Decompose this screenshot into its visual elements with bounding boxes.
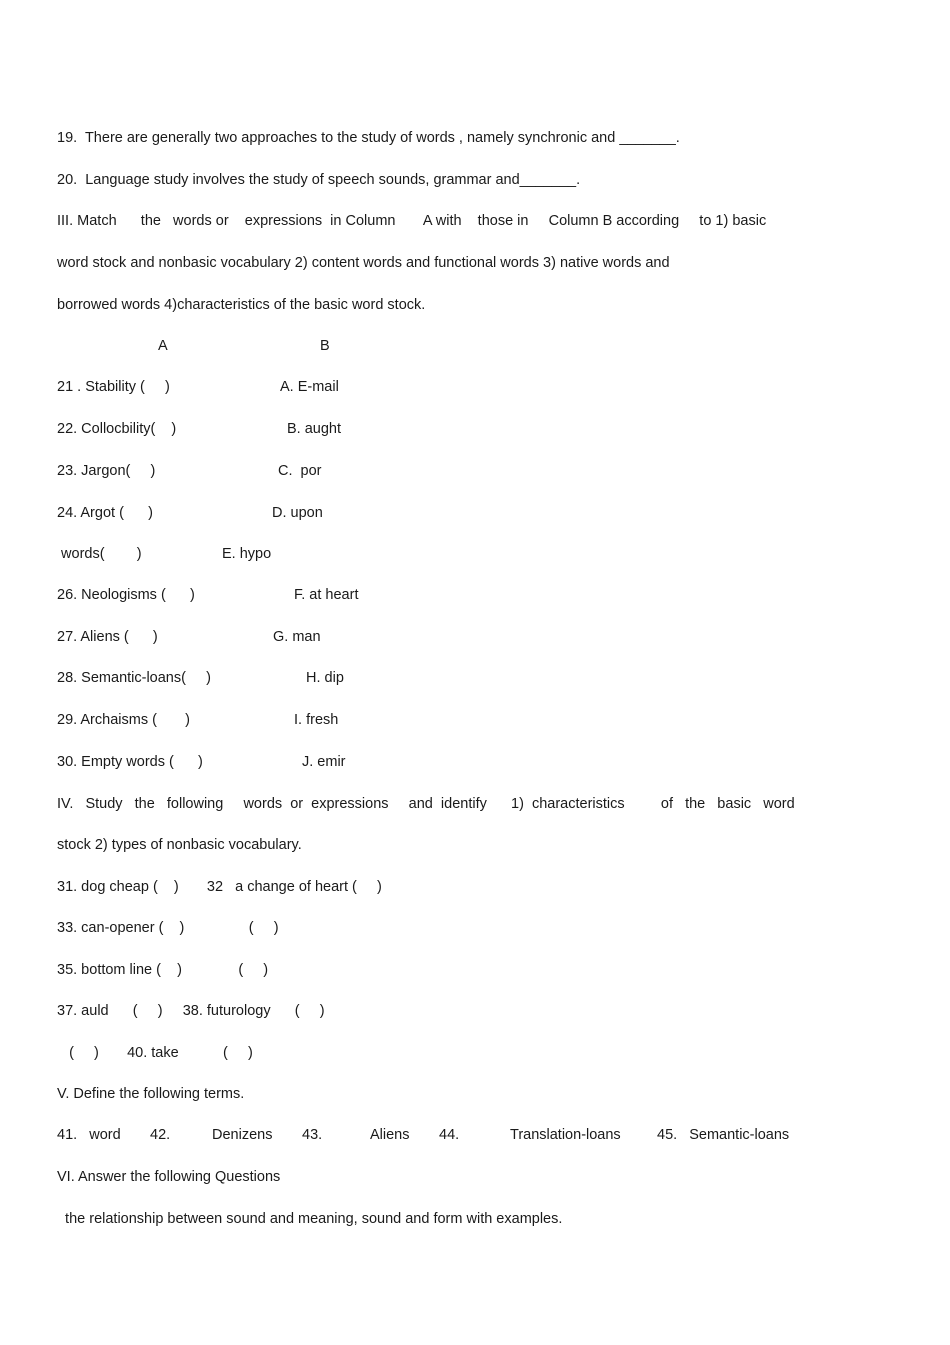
term-45-semantic-loans: 45. Semantic-loans — [657, 1127, 790, 1143]
section-3-instruction-line-2: word stock and nonbasic vocabulary 2) content words and functional words 3) native words and — [57, 255, 670, 271]
question-20: 20. Language study involves the study of speech sounds, grammar and_______. — [57, 172, 581, 188]
column-b-header: B — [320, 338, 330, 354]
match-row-30-left: 30. Empty words ( ) — [57, 754, 203, 770]
match-row-30-right: J. emir — [302, 754, 346, 770]
section-4-items-39-40: ( ) 40. take ( ) — [57, 1045, 253, 1061]
term-42-number: 42. — [150, 1127, 171, 1143]
match-row-22-left: 22. Collocbility( ) — [57, 421, 177, 437]
match-row-29-right: I. fresh — [294, 712, 339, 728]
section-4-items-33-34: 33. can-opener ( ) ( ) — [57, 920, 279, 936]
match-row-21-right: A. E-mail — [280, 379, 339, 395]
section-6-heading: VI. Answer the following Questions — [57, 1169, 281, 1185]
match-row-26-left: 26. Neologisms ( ) — [57, 587, 195, 603]
match-row-23-right: C. por — [278, 463, 322, 479]
section-4-items-31-32: 31. dog cheap ( ) 32 a change of heart ( ) — [57, 879, 382, 895]
section-6-question: the relationship between sound and meaning, sound and form with examples. — [57, 1211, 563, 1227]
match-row-25-left: words( ) — [57, 546, 142, 562]
match-row-22-right: B. aught — [287, 421, 342, 437]
section-3-instruction-line-3: borrowed words 4)characteristics of the basic word stock. — [57, 297, 426, 313]
match-row-26-right: F. at heart — [294, 587, 359, 603]
match-row-25-right: E. hypo — [222, 546, 272, 562]
column-a-header: A — [158, 338, 168, 354]
section-4-instruction-line-1: IV. Study the following words or expressions and identify 1) characteristics of the basic word — [57, 796, 795, 812]
term-42-denizens: Denizens — [212, 1127, 273, 1143]
section-4-items-35-36: 35. bottom line ( ) ( ) — [57, 962, 269, 978]
match-row-28-left: 28. Semantic-loans( ) — [57, 670, 211, 686]
term-41-word: 41. word — [57, 1127, 121, 1143]
match-row-23-left: 23. Jargon( ) — [57, 463, 156, 479]
question-19: 19. There are generally two approaches to the study of words , namely synchronic and _______. — [57, 130, 680, 146]
section-5-heading: V. Define the following terms. — [57, 1086, 245, 1102]
match-row-28-right: H. dip — [306, 670, 344, 686]
term-44-number: 44. — [439, 1127, 460, 1143]
match-row-29-left: 29. Archaisms ( ) — [57, 712, 190, 728]
section-3-instruction-line-1: III. Match the words or expressions in Column A with those in Column B according to 1) basic — [57, 213, 767, 229]
section-4-instruction-line-2: stock 2) types of nonbasic vocabulary. — [57, 837, 302, 853]
term-44-translation-loans: Translation-loans — [510, 1127, 621, 1143]
term-43-aliens: Aliens — [370, 1127, 410, 1143]
match-row-24-left: 24. Argot ( ) — [57, 505, 153, 521]
section-4-items-37-38: 37. auld ( ) 38. futurology ( ) — [57, 1003, 325, 1019]
match-row-27-left: 27. Aliens ( ) — [57, 629, 158, 645]
term-43-number: 43. — [302, 1127, 323, 1143]
match-row-24-right: D. upon — [272, 505, 323, 521]
match-row-27-right: G. man — [273, 629, 321, 645]
match-row-21-left: 21 . Stability ( ) — [57, 379, 170, 395]
